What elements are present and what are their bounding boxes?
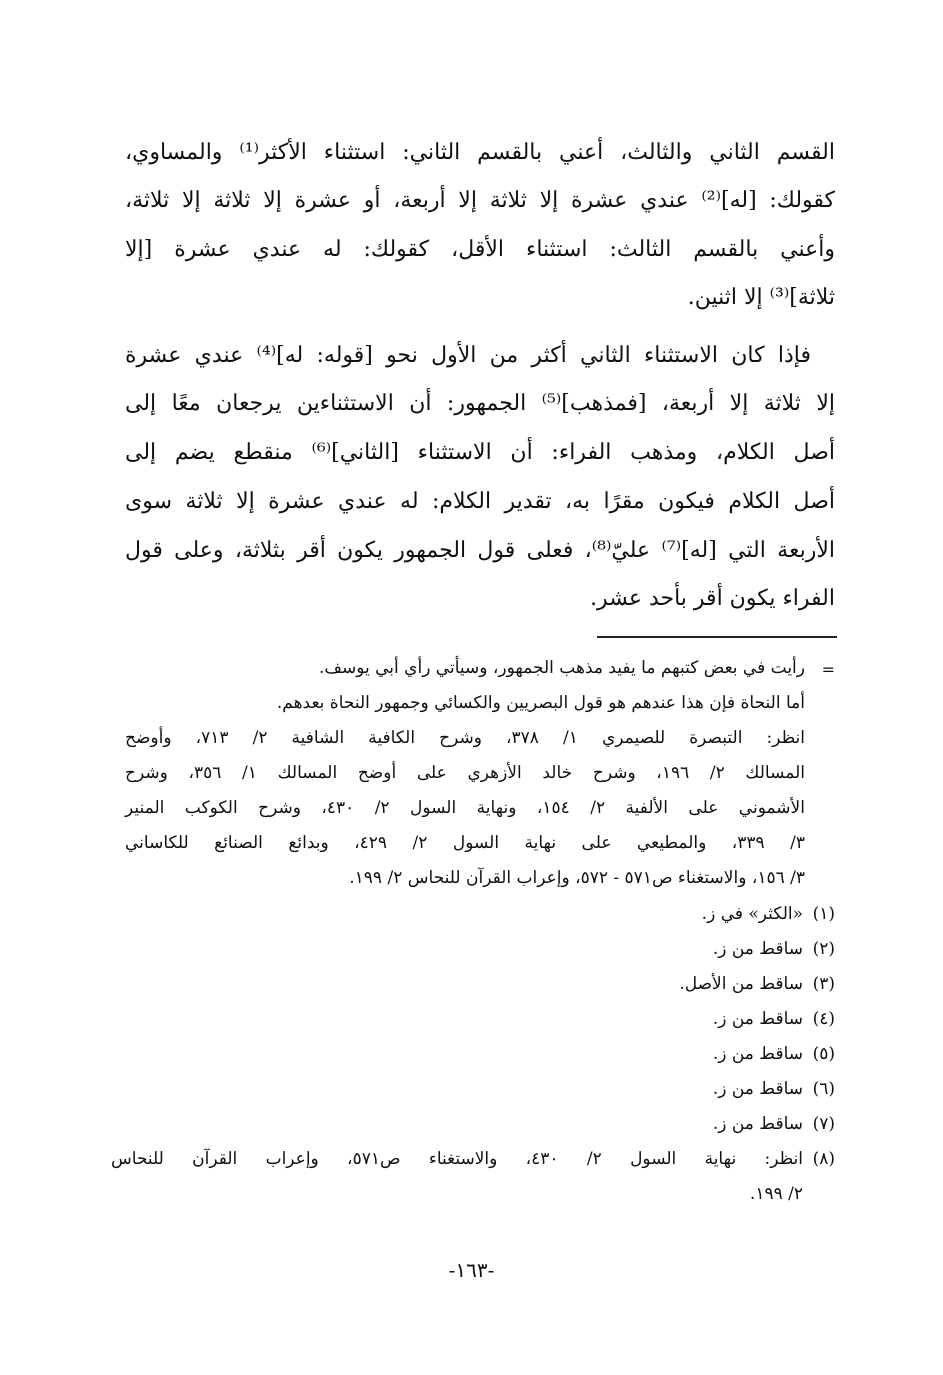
footnote-text: ساقط من ز. (712, 1079, 803, 1099)
footnote-text: ساقط من ز. (712, 1009, 803, 1029)
footnote-line: المسالك ٢/ ١٩٦، وشرح خالد الأزهري على أوضح المسالك ١/ ٣٥٦، وشرح (125, 763, 806, 783)
footnote-text: انظر: نهاية السول ٢/ ٤٣٠، والاستغناء ص٥٧١، وإعراب القرآن للنحاس (111, 1149, 803, 1169)
footnote-text: ساقط من الأصل. (679, 974, 803, 994)
main-text-line: الفراء يكون أقر بأحد عشر. (590, 586, 835, 611)
footnote-number: (١) (812, 904, 835, 924)
footnote-line: رأيت في بعض كتبهم ما يفيد مذهب الجمهور، وسيأتي رأي أبي يوسف. (318, 658, 805, 678)
footnote-number: (٦) (812, 1079, 835, 1099)
page-number: -١٦٣- (448, 1258, 495, 1282)
main-text-line: وأعني بالقسم الثالث: استثناء الأقل، كقولك: له عندي عشرة [إلا (125, 237, 835, 262)
footnote-number: (٣) (812, 974, 835, 994)
footnote-text: «الكثر» في ز. (701, 904, 803, 924)
footnote-line: ٣/ ٣٣٩، والمطيعي على نهاية السول ٢/ ٤٢٩، وبدائع الصنائع للكاساني (125, 833, 805, 853)
footnote-line: ٣/ ١٥٦، والاستغناء ص٥٧١ - ٥٧٢، وإعراب القرآن للنحاس ٢/ ١٩٩. (349, 868, 805, 888)
main-text-line: أصل الكلام، ومذهب الفراء: أن الاستثناء [الثاني]⁽⁶⁾ منقطع يضم إلى (125, 440, 836, 465)
main-text-line: الأربعة التي [له]⁽⁷⁾ عليّ⁽⁸⁾، فعلى قول الجمهور يكون أقر بثلاثة، وعلى قول (125, 538, 835, 563)
footnote-text: ساقط من ز. (712, 1044, 803, 1064)
footnote-line: أما النحاة فإن هذا عندهم هو قول البصريين والكسائي وجمهور النحاة بعدهم. (276, 693, 805, 713)
footnote-continuation-mark: = (821, 660, 835, 679)
main-text-line: كقولك: [له]⁽²⁾ عندي عشرة إلا ثلاثة إلا أربعة، أو عشرة إلا ثلاثة إلا ثلاثة، (125, 188, 835, 213)
footnote-separator (597, 636, 837, 638)
footnote-text: ساقط من ز. (712, 1114, 803, 1134)
main-text-line: إلا ثلاثة إلا أربعة، [فمذهب]⁽⁵⁾ الجمهور: أن الاستثناءين يرجعان معًا إلى (125, 391, 836, 416)
footnote-number: (٢) (812, 939, 835, 959)
footnote-text-continuation: ٢/ ١٩٩. (749, 1184, 803, 1204)
main-text-line: فإذا كان الاستثناء الثاني أكثر من الأول نحو [قوله: له]⁽⁴⁾ عندي عشرة (125, 343, 811, 368)
footnote-line: انظر: التبصرة للصيمري ١/ ٣٧٨، وشرح الكافية الشافية ٢/ ٧١٣، وأوضح (125, 728, 806, 748)
footnote-number: (٧) (812, 1114, 835, 1134)
footnote-text: ساقط من ز. (712, 939, 803, 959)
footnote-number: (٤) (812, 1009, 835, 1029)
main-text-line: القسم الثاني والثالث، أعني بالقسم الثاني: استثناء الأكثر⁽¹⁾ والمساوي، (125, 140, 835, 165)
footnote-number: (٥) (812, 1044, 835, 1064)
main-text-line: ثلاثة]⁽³⁾ إلا اثنين. (687, 285, 835, 310)
footnote-number: (٨) (812, 1149, 835, 1169)
footnote-line: الأشموني على الألفية ٢/ ١٥٤، ونهاية السول ٢/ ٤٣٠، وشرح الكوكب المنير (125, 798, 805, 818)
main-text-line: أصل الكلام فيكون مقرًا به، تقدير الكلام: له عندي عشرة إلا ثلاثة سوى (125, 489, 835, 514)
